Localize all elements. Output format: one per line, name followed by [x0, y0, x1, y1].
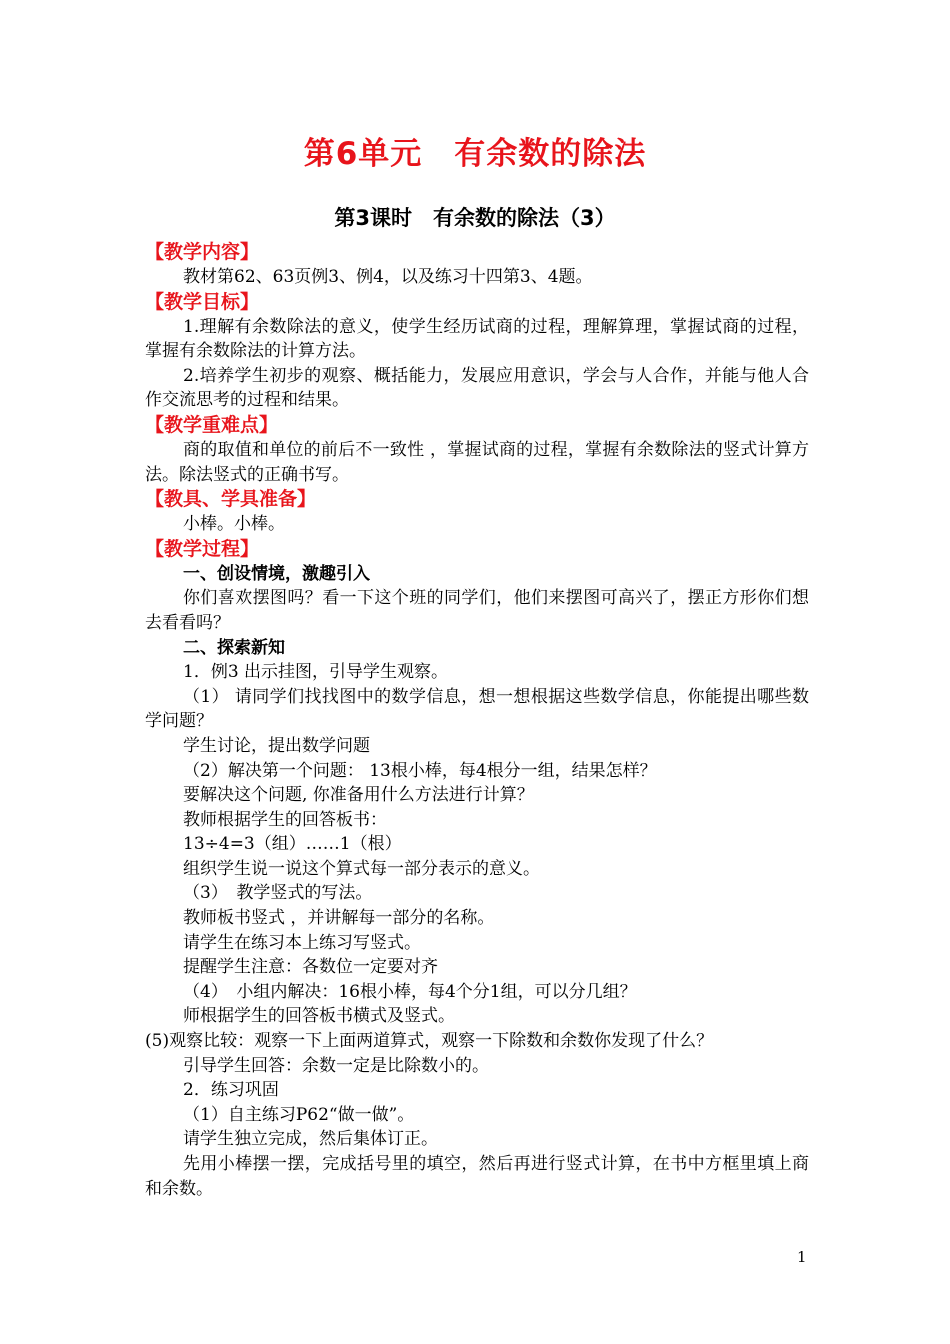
paragraph: （3） 教学竖式的写法。 [183, 883, 373, 904]
paragraph: 教材第62、63页例3、例4，以及练习十四第3、4题。 [183, 267, 593, 287]
paragraph: 提醒学生注意：各数位一定要对齐 [183, 957, 438, 978]
section-heading-objectives: 【教学目标】 [145, 290, 260, 313]
paragraph: （2）解决第一个问题： 13根小棒，每4根分一组，结果怎样？ [183, 760, 657, 781]
paragraph: 2．练习巩固 [183, 1080, 279, 1101]
section-heading-key-points: 【教学重难点】 [145, 413, 279, 436]
section-heading-process: 【教学过程】 [145, 537, 260, 560]
paragraph: 1.理解有余数除法的意义，使学生经历试商的过程，理解算理，掌握试商的过程，掌握有余数除法的计算方法。 [145, 316, 809, 362]
paragraph: 1．例3 出示挂图，引导学生观察。 [183, 662, 449, 683]
subheading-explore: 二、探索新知 [183, 637, 285, 658]
paragraph: 引导学生回答：余数一定是比除数小的。 [183, 1055, 489, 1076]
paragraph: 先用小棒摆一摆，完成括号里的填空，然后再进行竖式计算，在书中方框里填上商和余数。 [145, 1154, 809, 1199]
paragraph: 小棒。小棒。 [183, 514, 285, 535]
unit-title: 第6单元 有余数的除法 [303, 136, 647, 172]
paragraph: 请学生独立完成，然后集体订正。 [183, 1129, 438, 1150]
paragraph: 学生讨论，提出数学问题 [183, 735, 370, 756]
paragraph: 商的取值和单位的前后不一致性 ，掌握试商的过程，掌握有余数除法的竖式计算方法。除法竖式的正确书写。 [145, 439, 809, 485]
document-body [145, 240, 809, 1201]
paragraph: (5)观察比较：观察一下上面两道算式，观察一下除数和余数你发现了什么？ [145, 1031, 714, 1052]
paragraph: 2.培养学生初步的观察、概括能力，发展应用意识，学会与人合作，并能与他人合作交流思考的过程和结果。 [145, 365, 809, 411]
paragraph: 请学生在练习本上练习写竖式。 [183, 932, 421, 953]
page-number: 1 [797, 1248, 807, 1266]
paragraph: 教师根据学生的回答板书： [183, 809, 387, 830]
section-heading-content: 【教学内容】 [145, 241, 260, 263]
paragraph: 教师板书竖式 ，并讲解每一部分的名称。 [183, 908, 495, 929]
paragraph: （1） 请同学们找找图中的数学信息，想一想根据这些数学信息，你能提出哪些数学问题？ [145, 686, 809, 732]
paragraph: 师根据学生的回答板书横式及竖式。 [183, 1006, 455, 1027]
section-heading-materials: 【教具、学具准备】 [145, 488, 317, 511]
subheading-introduction: 一、创设情境，激趣引入 [183, 563, 370, 584]
paragraph: 组织学生说一说这个算式每一部分表示的意义。 [183, 858, 540, 879]
paragraph: 你们喜欢摆图吗？看一下这个班的同学们，他们来摆图可高兴了，摆正方形你们想去看看吗？ [145, 588, 809, 633]
paragraph: （4） 小组内解决：16根小棒，每4个分1组，可以分几组？ [183, 981, 637, 1002]
paragraph: 要解决这个问题, 你准备用什么方法进行计算？ [183, 785, 534, 806]
paragraph: （1）自主练习P62“做一做”。 [183, 1104, 415, 1125]
lesson-subtitle: 第3课时 有余数的除法（3） [334, 206, 616, 230]
equation: 13÷4=3（组）……1（根） [183, 834, 402, 855]
